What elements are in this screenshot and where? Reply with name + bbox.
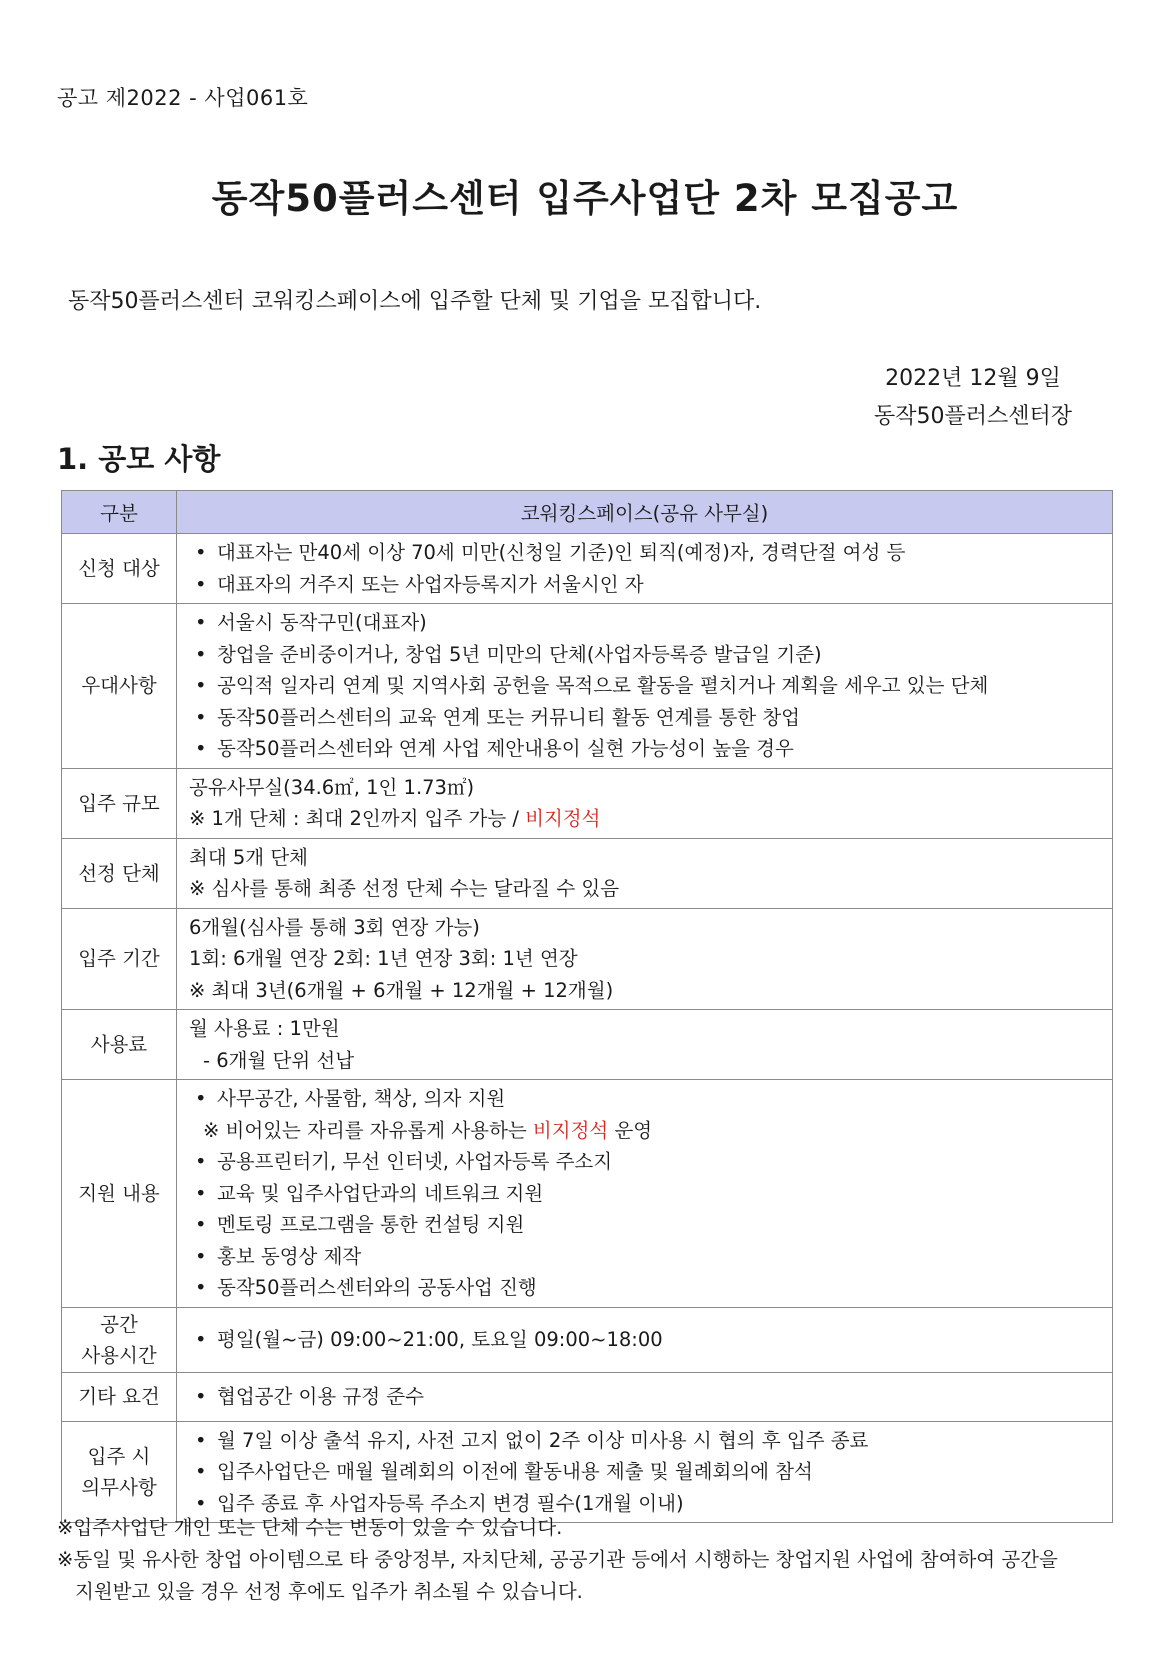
list-item: 월 사용료 : 1만원: [189, 1017, 340, 1040]
unassigned-seat-highlight: 비지정석: [532, 1118, 609, 1142]
list-item: • 서울시 동작구민(대표자): [189, 607, 1102, 639]
list-item: • 대표자는 만40세 이상 70세 미만(신청일 기준)인 퇴직(예정)자, 경력단절 여성 등: [189, 537, 1102, 569]
list-item: 6개월(심사를 통해 3회 연장 가능): [189, 915, 480, 939]
table-row: [62, 1307, 1113, 1372]
list-item: • 동작50플러스센터의 교육 연계 또는 커뮤니티 활동 연계를 통한 창업: [189, 702, 1102, 734]
table-row: [62, 534, 1113, 604]
footnote: ※입주사업단 개인 또는 단체 수는 변동이 있을 수 있습니다.: [57, 1516, 563, 1539]
table-row: [62, 908, 1113, 1010]
list-item: • 교육 및 입주사업단과의 네트워크 지원: [189, 1178, 1102, 1210]
footnote-continuation: 지원받고 있을 경우 선정 후에도 입주가 취소될 수 있습니다.: [75, 1580, 583, 1603]
table-row: [62, 838, 1113, 908]
recruitment-table: [61, 490, 1113, 1523]
list-item: 1회: 6개월 연장 2회: 1년 연장 3회: 1년 연장: [189, 947, 578, 970]
support-note-end: 운영: [608, 1118, 653, 1142]
list-item: ※ 심사를 통해 최종 선정 단체 수는 달라질 수 있음: [189, 877, 620, 900]
support-note: ※ 비어있는 자리를 자유롭게 사용하는: [203, 1118, 533, 1142]
row-content-eligibility: [177, 534, 1113, 604]
row-label-selection: 선정 단체: [62, 838, 177, 908]
list-item: • 멘토링 프로그램을 통한 컨설팅 지원: [189, 1209, 1102, 1241]
list-item: • 평일(월~금) 09:00~21:00, 토요일 09:00~18:00: [189, 1324, 1102, 1356]
table-row: [62, 1080, 1113, 1308]
list-item: • 동작50플러스센터와 연계 사업 제안내용이 실현 가능성이 높을 경우: [189, 733, 1102, 765]
header-category: 구분: [62, 491, 177, 534]
row-label-support: 지원 내용: [62, 1080, 177, 1308]
list-item: • 공용프린터기, 무선 인터넷, 사업자등록 주소지: [189, 1146, 1102, 1178]
notice-number: 공고 제2022 - 사업061호: [57, 86, 309, 110]
table-row: [62, 604, 1113, 769]
issuer-name: 동작50플러스센터장: [873, 404, 1072, 429]
row-content-fee: [177, 1010, 1113, 1080]
row-label-other: 기타 요건: [62, 1372, 177, 1421]
row-label-obligations: 입주 시 의무사항: [62, 1421, 177, 1523]
page-title: 동작50플러스센터 입주사업단 2차 모집공고: [211, 177, 959, 220]
list-item: • 공익적 일자리 연계 및 지역사회 공헌을 목적으로 활동을 펼치거나 계획을 세우고 있는 단체: [189, 670, 1102, 702]
list-item: • 동작50플러스센터와의 공동사업 진행: [189, 1272, 1102, 1304]
row-content-capacity: [177, 768, 1113, 838]
table-row: [62, 768, 1113, 838]
row-content-obligations: [177, 1421, 1113, 1523]
row-label-eligibility: 신청 대상: [62, 534, 177, 604]
list-item: • 대표자의 거주지 또는 사업자등록지가 서울시인 자: [189, 569, 1102, 601]
row-label-fee: 사용료: [62, 1010, 177, 1080]
list-item: • 월 7일 이상 출석 유지, 사전 고지 없이 2주 이상 미사용 시 협의 후 입주 종료: [189, 1425, 1102, 1457]
list-item: - 6개월 단위 선납: [203, 1048, 355, 1072]
row-label-period: 입주 기간: [62, 908, 177, 1010]
row-content-other: [177, 1372, 1113, 1421]
list-item: ※ 최대 3년(6개월 + 6개월 + 12개월 + 12개월): [189, 978, 614, 1002]
footnotes: [57, 1512, 1058, 1608]
row-content-support: [177, 1080, 1113, 1308]
row-content-selection: [177, 838, 1113, 908]
header-coworking: 코워킹스페이스(공유 사무실): [177, 491, 1113, 534]
list-item: • 협업공간 이용 규정 준수: [189, 1381, 1102, 1413]
intro-text: 동작50플러스센터 코워킹스페이스에 입주할 단체 및 기업을 모집합니다.: [68, 289, 762, 314]
table-header-row: [62, 491, 1113, 534]
row-content-period: [177, 908, 1113, 1010]
table-row: [62, 1372, 1113, 1421]
list-item: 공유사무실(34.6㎡, 1인 1.73㎡): [189, 775, 475, 799]
list-item: 최대 5개 단체: [189, 845, 308, 869]
table-row: [62, 1010, 1113, 1080]
unassigned-seat-highlight: 비지정석: [525, 807, 601, 830]
row-content-hours: [177, 1307, 1113, 1372]
list-item: • 창업을 준비중이거나, 창업 5년 미만의 단체(사업자등록증 발급일 기준): [189, 639, 1102, 671]
section-title: 1. 공모 사항: [57, 442, 221, 476]
list-item: • 사무공간, 사물함, 책상, 의자 지원: [189, 1083, 1102, 1115]
footnote: ※동일 및 유사한 창업 아이템으로 타 중앙정부, 자치단체, 공공기관 등에서 시행하는 창업지원 사업에 참여하여 공간을: [57, 1548, 1058, 1571]
capacity-note: ※ 1개 단체 : 최대 2인까지 입주 가능 /: [189, 807, 526, 830]
row-label-capacity: 입주 규모: [62, 768, 177, 838]
list-item: [189, 803, 1102, 835]
notice-date: 2022년 12월 9일: [885, 366, 1061, 391]
table-row: [62, 1421, 1113, 1523]
list-item: • 입주 종료 후 사업자등록 주소지 변경 필수(1개월 이내): [189, 1488, 1102, 1520]
row-content-preference: [177, 604, 1113, 769]
list-item: [189, 1115, 1102, 1147]
list-item: • 홍보 동영상 제작: [189, 1241, 1102, 1273]
row-label-hours: 공간 사용시간: [62, 1307, 177, 1372]
date-block: [874, 360, 1072, 436]
list-item: • 입주사업단은 매월 월례회의 이전에 활동내용 제출 및 월례회의에 참석: [189, 1456, 1102, 1488]
row-label-preference: 우대사항: [62, 604, 177, 769]
